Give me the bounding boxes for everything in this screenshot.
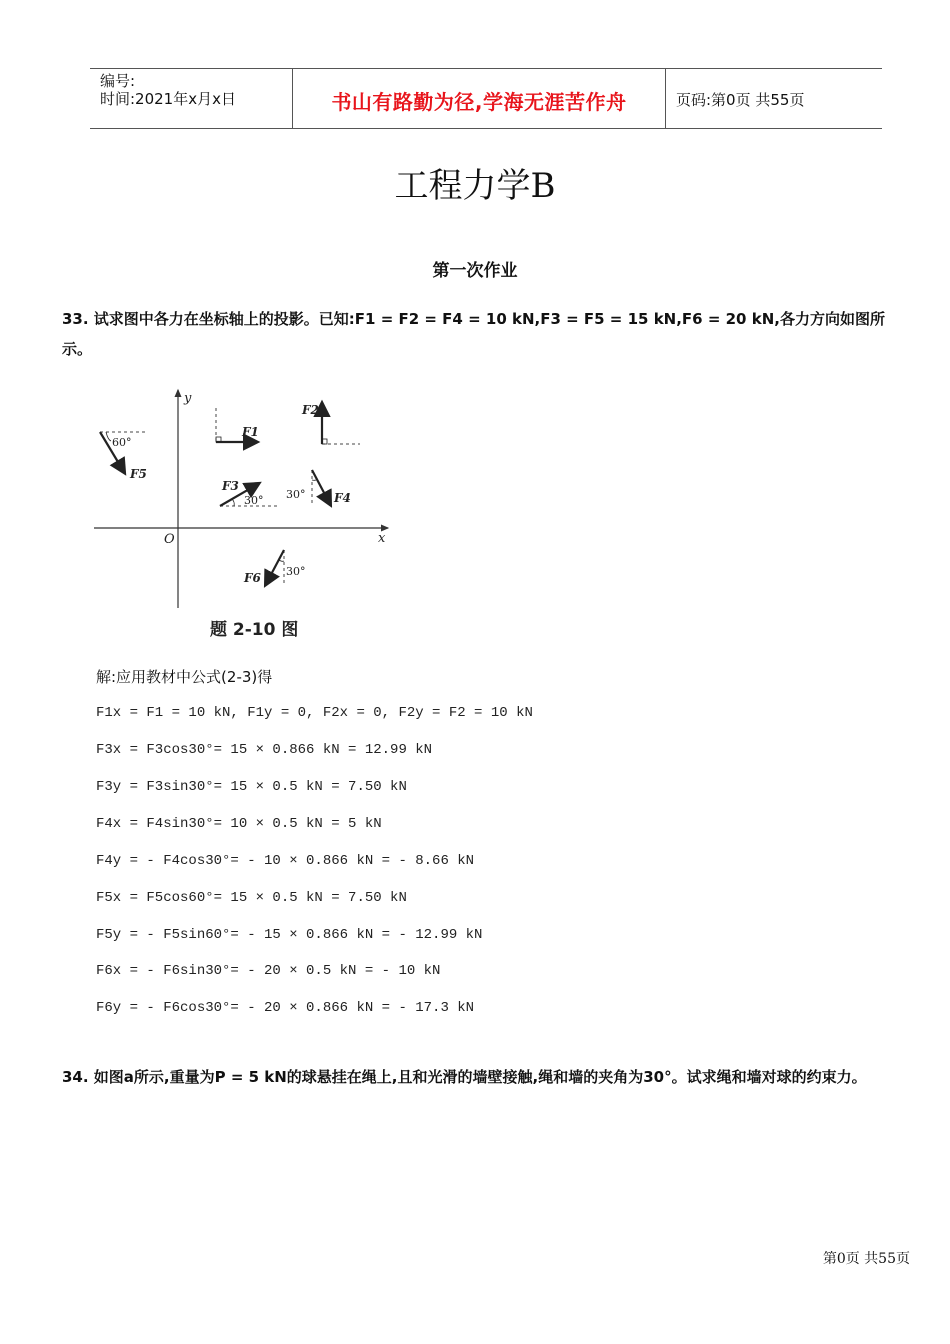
origin-label: O — [164, 532, 175, 547]
document-title: 工程力学B — [394, 166, 556, 206]
x-axis-label: x — [378, 531, 386, 546]
force-f6-arrow — [266, 550, 284, 584]
angle-f4-label: 30° — [286, 488, 306, 501]
equation-line: F4y = - F4cos30°= - 10 × 0.866 kN = - 8.66 kN — [96, 853, 475, 869]
force-f4-label: F4 — [334, 491, 351, 505]
angle-f3-label: 30° — [244, 494, 264, 507]
equation-line: F5y = - F5sin60°= - 15 × 0.866 kN = - 12.99 kN — [96, 927, 483, 943]
figure-caption: 题 2-10 图 — [210, 620, 299, 640]
question-33: 33. 试求图中各力在坐标轴上的投影。已知:F1 = F2 = F4 = 10 kN,F3 = F5 = 15 kN,F6 = 20 kN,各力方向如图所示。 — [62, 310, 885, 358]
header-divider-right — [665, 68, 666, 129]
header-top-rule — [90, 68, 882, 69]
equation-line: F6y = - F6cos30°= - 20 × 0.866 kN = - 17.3 kN — [96, 1000, 475, 1016]
header-page-number: 页码:第0页 共55页 — [676, 91, 805, 109]
serial-label: 编号: — [100, 72, 136, 90]
section-title: 第一次作业 — [432, 261, 518, 281]
force-f5-label: F5 — [130, 467, 147, 481]
equation-line: F6x = - F6sin30°= - 20 × 0.5 kN = - 10 kN — [96, 963, 441, 979]
equation-line: F3x = F3cos30°= 15 × 0.866 kN = 12.99 kN — [96, 742, 433, 758]
equation-line: F3y = F3sin30°= 15 × 0.5 kN = 7.50 kN — [96, 779, 407, 795]
y-axis-label: y — [184, 391, 192, 406]
header-motto: 书山有路勤为径,学海无涯苦作舟 — [331, 90, 627, 114]
header-bottom-rule — [90, 128, 882, 129]
force-f2-label: F2 — [302, 403, 319, 417]
equation-line: F4x = F4sin30°= 10 × 0.5 kN = 5 kN — [96, 816, 382, 832]
angle-f5-label: 60° — [112, 436, 132, 449]
equation-line: F1x = F1 = 10 kN, F1y = 0, F2x = 0, F2y = F2 = 10 kN — [96, 705, 533, 721]
angle-f6-label: 30° — [286, 565, 306, 578]
time-label: 时间:2021年x月x日 — [100, 90, 236, 108]
force-f3-label: F3 — [222, 479, 239, 493]
equation-line: F5x = F5cos60°= 15 × 0.5 kN = 7.50 kN — [96, 890, 407, 906]
force-f1-label: F1 — [242, 425, 259, 439]
solution-intro: 解:应用教材中公式(2-3)得 — [96, 668, 273, 686]
question-34: 34. 如图a所示,重量为P = 5 kN的球悬挂在绳上,且和光滑的墙壁接触,绳和墙的夹角为30°。试求绳和墙对球的约束力。 — [62, 1068, 867, 1086]
force-f6-label: F6 — [244, 571, 261, 585]
force-f4-arrow — [312, 470, 330, 504]
force-diagram — [92, 380, 402, 610]
footer-page-number: 第0页 共55页 — [822, 1251, 910, 1267]
